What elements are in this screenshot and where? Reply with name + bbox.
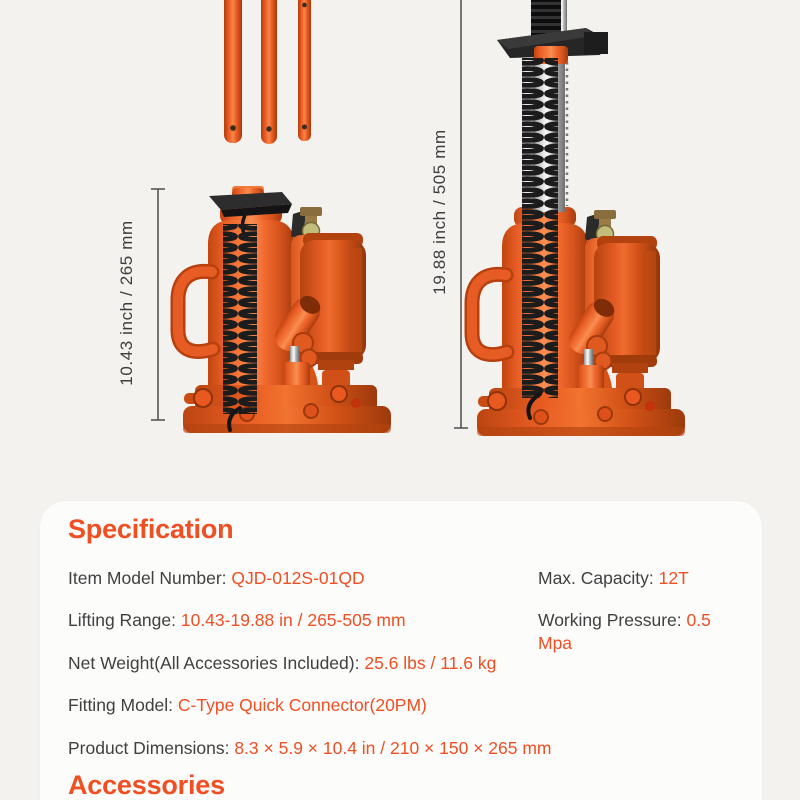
dimension-label-extended: 19.88 inch / 505 mm xyxy=(430,129,449,295)
spec-row-fitting-model xyxy=(68,694,748,717)
bottle-jack-collapsed xyxy=(178,186,391,433)
spec-label: Lifting Range: xyxy=(68,610,181,630)
spec-row-lifting-pressure xyxy=(68,609,748,653)
spec-label: Product Dimensions: xyxy=(68,738,235,758)
handle-rod-1 xyxy=(224,0,242,143)
spec-value: QJD-012S-01QD xyxy=(231,568,365,588)
spec-label: Net Weight(All Accessories Included): xyxy=(68,653,365,673)
return-spring xyxy=(522,58,558,398)
spec-label: Max. Capacity: xyxy=(538,568,659,588)
dimension-line-collapsed xyxy=(151,189,165,420)
dimension-line-extended xyxy=(454,0,468,428)
handle-rod-2 xyxy=(261,0,277,144)
spec-value: 12T xyxy=(658,568,689,588)
spec-value: 8.3 × 5.9 × 10.4 in / 210 × 150 × 265 mm xyxy=(234,738,552,758)
spec-label: Working Pressure: xyxy=(538,610,687,630)
spec-value: C-Type Quick Connector(20PM) xyxy=(177,695,427,715)
specification-title: Specification xyxy=(68,514,234,544)
dimension-label-collapsed: 10.43 inch / 265 mm xyxy=(117,220,136,386)
spec-label: Fitting Model: xyxy=(68,695,178,715)
spec-row-net-weight xyxy=(68,652,748,675)
handle-rod-3 xyxy=(298,0,311,141)
bottle-jack-extended xyxy=(472,0,685,436)
spec-label: Item Model Number: xyxy=(68,568,232,588)
handle-rod-set xyxy=(224,0,311,144)
spec-row-model-capacity xyxy=(68,567,748,590)
spec-value: 10.43-19.88 in / 265-505 mm xyxy=(180,610,406,630)
spec-row-product-dimensions xyxy=(68,737,748,760)
return-spring xyxy=(223,224,257,414)
spec-value: 0.5 Mpa xyxy=(538,610,711,653)
spec-cell-right xyxy=(538,567,689,590)
spec-value: 25.6 lbs / 11.6 kg xyxy=(364,653,497,673)
accessories-title: Accessories xyxy=(68,770,225,800)
spec-cell-right xyxy=(538,609,748,655)
specification-card xyxy=(40,501,762,800)
